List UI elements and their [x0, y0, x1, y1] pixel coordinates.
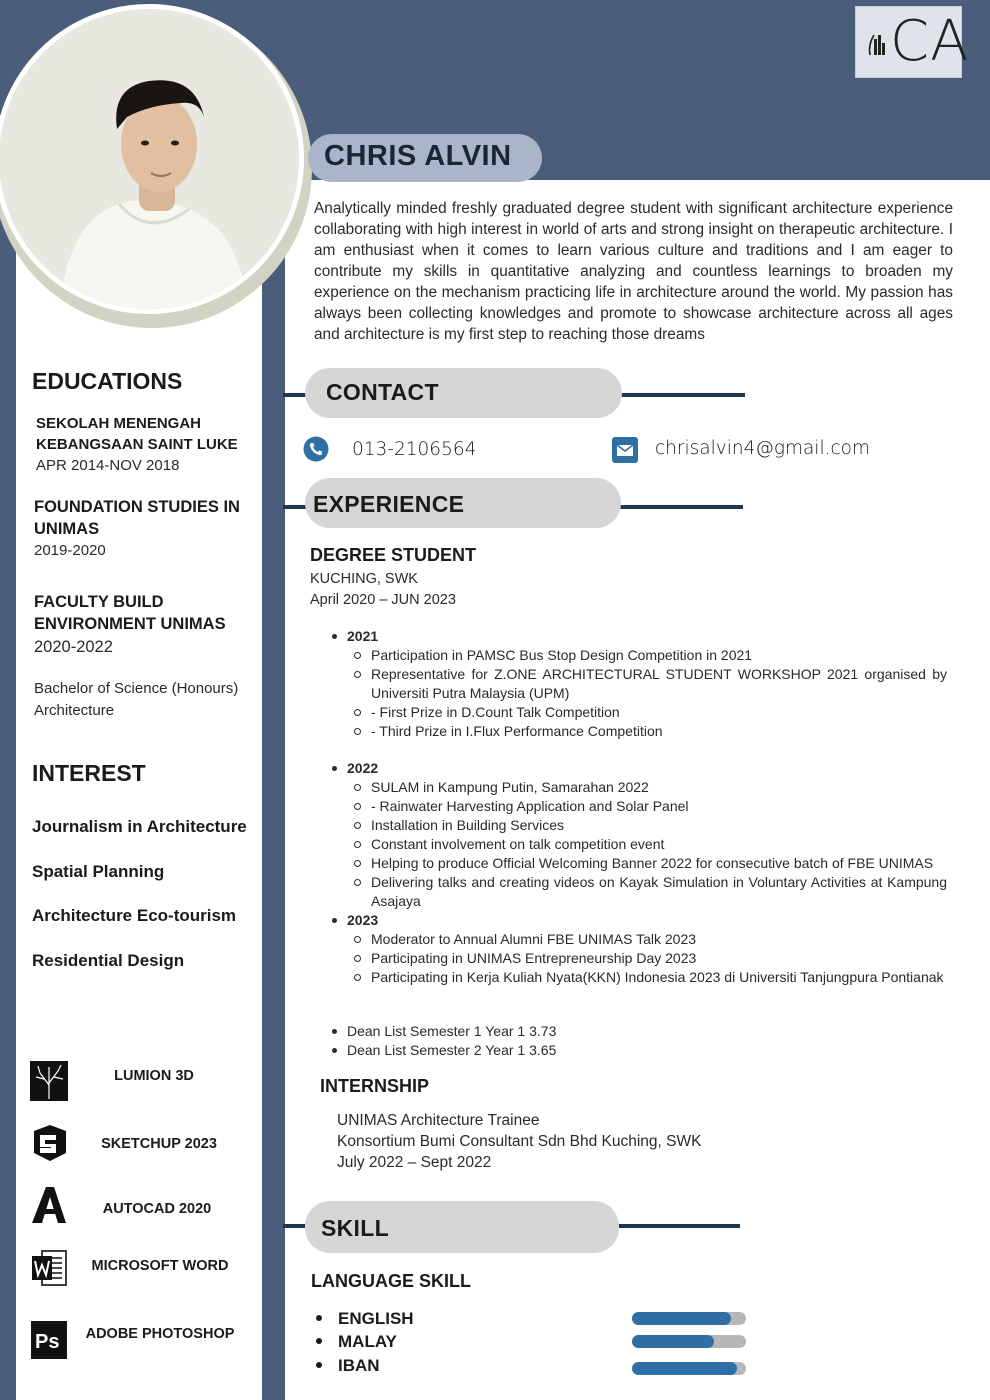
email-icon	[612, 437, 638, 463]
education-description: Bachelor of Science (Honours) Architecture	[34, 680, 239, 719]
lumion-icon	[30, 1061, 68, 1101]
logo-text: CA	[890, 9, 970, 74]
list-item: Delivering talks and creating videos on Kayak Simulation in Voluntary Activities at Kampung Asajaya	[347, 873, 947, 911]
internship-dates: July 2022 – Sept 2022	[337, 1154, 492, 1171]
list-item: SULAM in Kampung Putin, Samarahan 2022	[347, 778, 947, 797]
internship-heading: INTERNSHIP	[320, 1076, 430, 1096]
phone-number[interactable]: 013-2106564	[352, 439, 477, 460]
autocad-icon	[30, 1185, 68, 1225]
iban-level-fill	[632, 1362, 737, 1375]
iban-level-bar	[632, 1362, 746, 1375]
year-2021-block	[347, 627, 947, 741]
profile-summary: Analytically minded freshly graduated degree student with significant architecture experience collaborating with high interest in world of arts and strong insight on therapeutic architecture. I am enthusiast when it comes to learn various culture and traditions and I am eager to contribute my skills in quantitative analyzing and countless learnings to broaden my experience on the mechanism practicing life in architecture around the world. My passion has always been collecting knowledges and promote to showcase architecture across all ages and architecture is my first step to reaching those dreams	[314, 200, 953, 343]
sketchup-icon	[30, 1123, 68, 1163]
email-address[interactable]: chrisalvin4@gmail.com	[655, 438, 870, 459]
english-level-bar	[632, 1312, 746, 1325]
photoshop-icon	[30, 1320, 68, 1360]
interest-item: Journalism in Architecture	[32, 817, 247, 836]
list-item: - First Prize in D.Count Talk Competition	[347, 703, 947, 722]
list-item: Representative for Z.ONE ARCHITECTURAL STUDENT WORKSHOP 2021 organised by Universiti Putra Malaysia (UPM)	[347, 665, 947, 703]
list-item: Participating in UNIMAS Entrepreneurship Day 2023	[347, 949, 947, 968]
dean-list-item: Dean List Semester 2 Year 1 3.65	[347, 1041, 947, 1060]
education-date: 2019-2020	[34, 542, 106, 559]
skill-heading: SKILL	[321, 1215, 389, 1241]
phone-icon	[303, 436, 329, 462]
software-sketchup: SKETCHUP 2023	[101, 1136, 217, 1152]
malay-level-fill	[632, 1335, 714, 1348]
software-lumion: LUMION 3D	[114, 1068, 194, 1084]
education-title: FOUNDATION STUDIES IN UNIMAS	[34, 498, 240, 538]
year-label: 2021	[347, 627, 947, 646]
software-word: MICROSOFT WORD	[91, 1258, 229, 1274]
dean-list-item: Dean List Semester 1 Year 1 3.73	[347, 1022, 947, 1041]
language-malay: MALAY	[316, 1332, 397, 1352]
educations-heading: EDUCATIONS	[32, 368, 183, 394]
building-icon	[866, 29, 888, 57]
internship-company: Konsortium Bumi Consultant Sdn Bhd Kuching, SWK	[337, 1133, 702, 1150]
job-location: KUCHING, SWK	[310, 571, 418, 587]
software-autocad: AUTOCAD 2020	[102, 1201, 212, 1217]
education-title: FACULTY BUILD ENVIRONMENT UNIMAS	[34, 593, 226, 633]
profile-photo	[0, 4, 304, 314]
year-2022-block	[347, 759, 947, 987]
software-photoshop: ADOBE PHOTOSHOP	[85, 1326, 235, 1342]
list-item: - Third Prize in I.Flux Performance Competition	[347, 722, 947, 741]
job-dates: April 2020 – JUN 2023	[310, 592, 456, 608]
svg-text:Ps: Ps	[35, 1331, 60, 1353]
interest-heading: INTEREST	[32, 760, 146, 786]
malay-level-bar	[632, 1335, 746, 1348]
list-item: Installation in Building Services	[347, 816, 947, 835]
education-title: SEKOLAH MENENGAH KEBANGSAAN SAINT LUKE	[36, 415, 238, 453]
year-label: 2022	[347, 759, 947, 778]
language-iban: IBAN	[316, 1356, 380, 1376]
language-english: ENGLISH	[316, 1309, 414, 1329]
column-divider-band	[262, 180, 285, 1400]
language-skill-heading: LANGUAGE SKILL	[311, 1271, 471, 1291]
list-item: - Rainwater Harvesting Application and Solar Panel	[347, 797, 947, 816]
year-label: 2023	[347, 911, 947, 930]
list-item: Participation in PAMSC Bus Stop Design Competition in 2021	[347, 646, 947, 665]
internship-role: UNIMAS Architecture Trainee	[337, 1112, 540, 1129]
interest-item: Residential Design	[32, 951, 185, 970]
list-item: Moderator to Annual Alumni FBE UNIMAS Talk 2023	[347, 930, 947, 949]
logo	[855, 6, 970, 78]
list-item: Constant involvement on talk competition event	[347, 835, 947, 854]
experience-heading: EXPERIENCE	[313, 491, 465, 517]
education-date: 2020-2022	[34, 638, 113, 656]
contact-heading: CONTACT	[326, 379, 439, 405]
interest-item: Spatial Planning	[32, 862, 165, 881]
candidate-name: CHRIS ALVIN	[324, 140, 512, 172]
list-item: Participating in Kerja Kuliah Nyata(KKN) Indonesia 2023 di Universiti Tanjungpura Pontianak	[347, 968, 947, 987]
dean-list-block	[347, 1022, 947, 1060]
list-item: Helping to produce Official Welcoming Banner 2022 for consecutive batch of FBE UNIMAS	[347, 854, 947, 873]
education-date: APR 2014-NOV 2018	[36, 457, 180, 474]
interest-item: Architecture Eco-tourism	[32, 906, 237, 925]
job-title: DEGREE STUDENT	[310, 545, 477, 565]
english-level-fill	[632, 1312, 731, 1325]
word-icon	[30, 1248, 68, 1288]
